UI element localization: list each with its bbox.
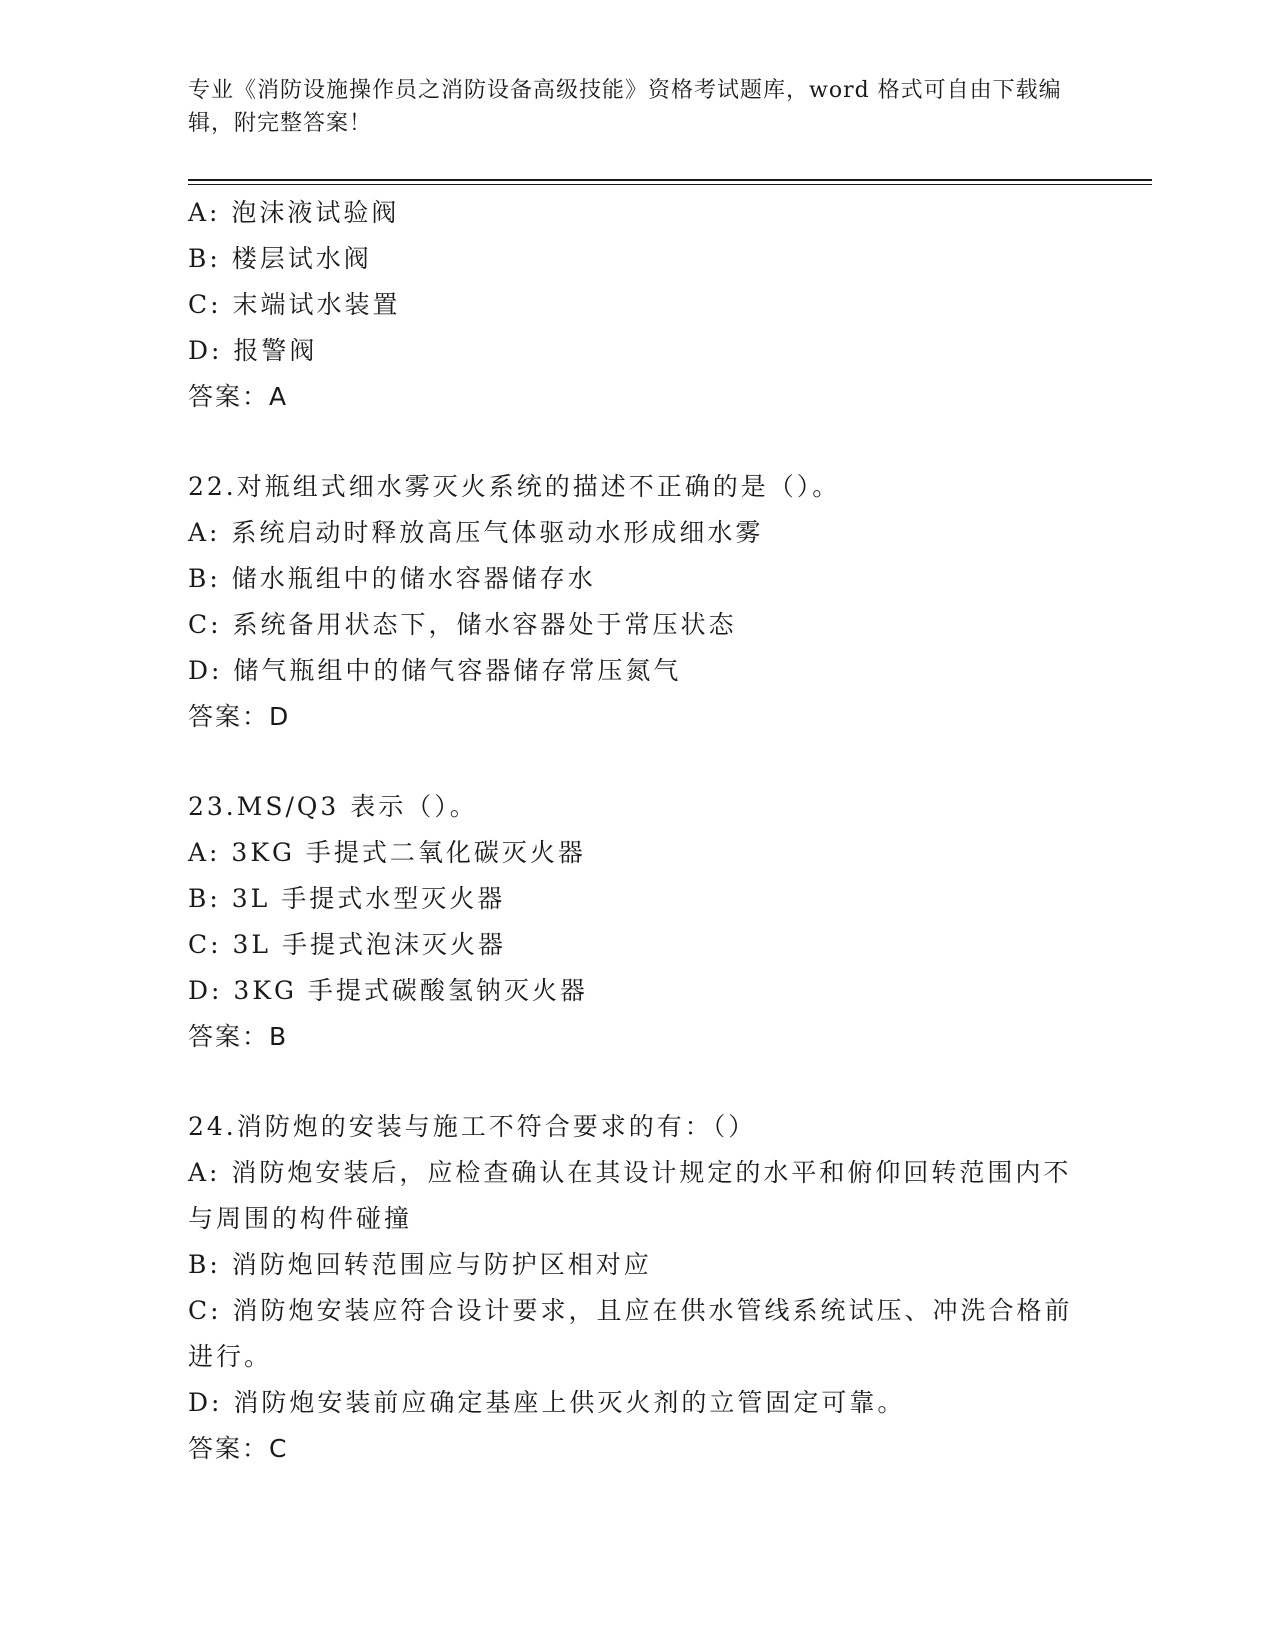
answer-line: 答案：B (188, 1022, 289, 1051)
option-b: B: 3L 手提式水型灭火器 (188, 884, 506, 913)
header-rule-thin (188, 184, 1152, 185)
option-b: B: 消防炮回转范围应与防护区相对应 (188, 1250, 652, 1279)
option-a: A: 泡沫液试验阀 (188, 198, 400, 227)
spacer (188, 1060, 1088, 1104)
question-text: 24.消防炮的安装与施工不符合要求的有：（） (188, 1112, 757, 1141)
answer-line: 答案：D (188, 702, 291, 731)
option-c: C: 消防炮安装应符合设计要求，且应在供水管线系统试压、冲洗合格前进行。 (188, 1296, 1073, 1371)
spacer (188, 420, 1088, 464)
option-d: D: 3KG 手提式碳酸氢钠灭火器 (188, 976, 588, 1005)
question-text: 22.对瓶组式细水雾灭火系统的描述不正确的是（）。 (188, 472, 841, 501)
option-d: D: 储气瓶组中的储气容器储存常压氮气 (188, 656, 682, 685)
question-list (188, 190, 1088, 1472)
question-text: 23.MS/Q3 表示（）。 (188, 792, 478, 821)
header-rule-thick (188, 179, 1152, 181)
document-header: 专业《消防设施操作员之消防设备高级技能》资格考试题库，word 格式可自由下载编辑，附完整答案！ (188, 78, 1062, 136)
option-b: B: 储水瓶组中的储水容器储存水 (188, 564, 596, 593)
option-a: A: 系统启动时释放高压气体驱动水形成细水雾 (188, 518, 764, 547)
question-block-23 (188, 784, 1088, 1060)
option-a: A: 3KG 手提式二氧化碳灭火器 (188, 838, 586, 867)
option-d: D: 消防炮安装前应确定基座上供灭火剂的立管固定可靠。 (188, 1388, 906, 1417)
question-block-24 (188, 1104, 1088, 1472)
option-b: B: 楼层试水阀 (188, 244, 372, 273)
question-block-22 (188, 464, 1088, 740)
option-c: C: 3L 手提式泡沫灭火器 (188, 930, 506, 959)
answer-line: 答案：C (188, 1434, 289, 1463)
option-d: D: 报警阀 (188, 336, 318, 365)
answer-line: 答案：A (188, 382, 289, 411)
spacer (188, 740, 1088, 784)
question-block-21 (188, 190, 1088, 420)
option-a: A: 消防炮安装后，应检查确认在其设计规定的水平和俯仰回转范围内不与周围的构件碰撞 (188, 1158, 1072, 1233)
option-c: C: 系统备用状态下，储水容器处于常压状态 (188, 610, 737, 639)
option-c: C: 末端试水装置 (188, 290, 401, 319)
